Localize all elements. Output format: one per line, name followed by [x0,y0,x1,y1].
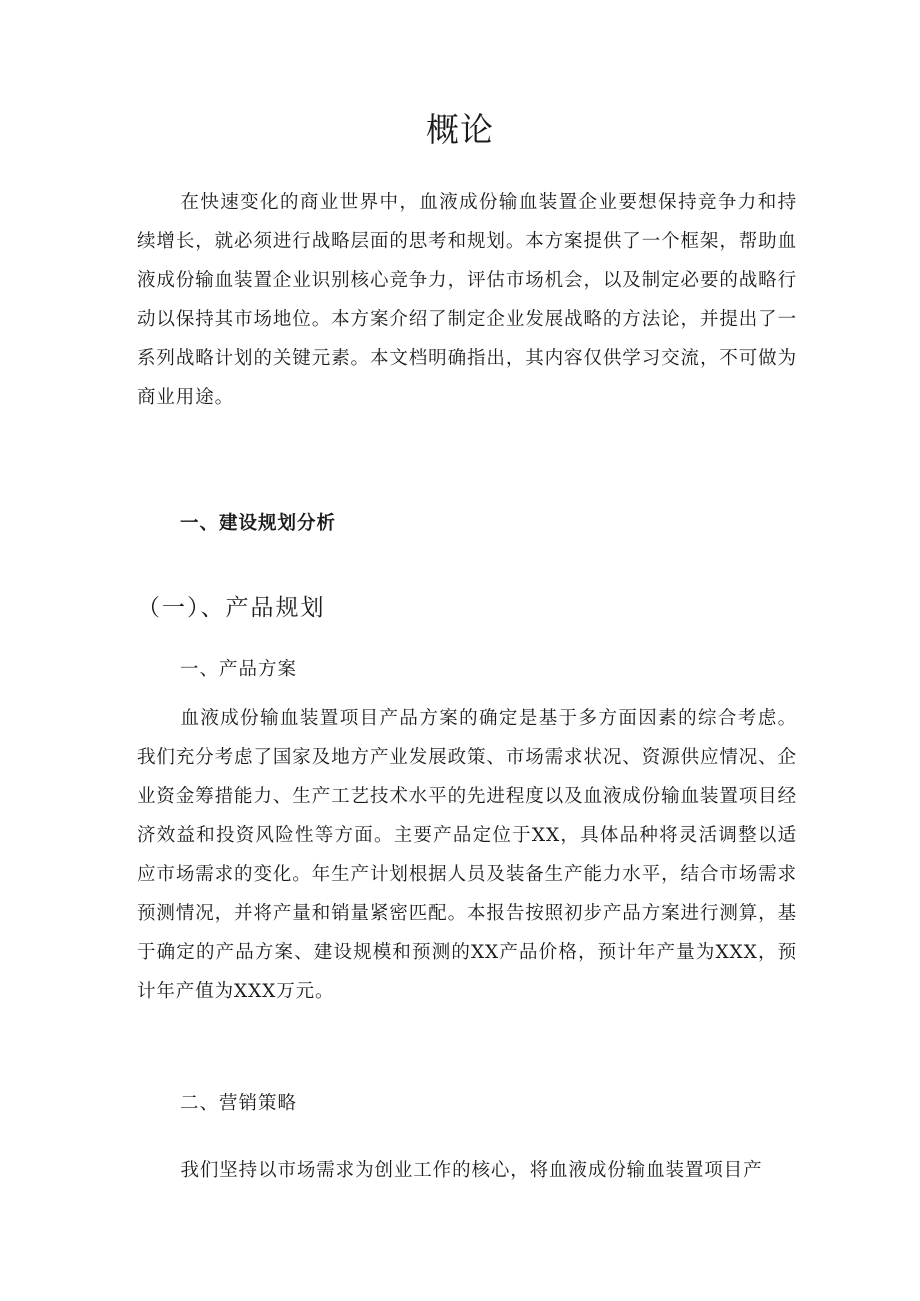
section-heading: 一、建设规划分析 [180,513,337,534]
page-title: 概论 [426,110,494,149]
intro-paragraph: 在快速变化的商业世界中，血液成份输血装置企业要想保持竞争力和持续增长，就必须进行战略层面的思考和规划。本方案提供了一个框架，帮助血液成份输血装置企业识别核心竞争力，评估市场机会，以及制定必要的战略行动以保持其市场地位。本方案介绍了制定企业发展战略的方法论，并提出了一系列战略计划的关键元素。本文档明确指出，其内容仅供学习交流，不可做为商业用途。 [137,192,797,408]
product-plan-heading: 一、产品方案 [180,659,298,680]
product-plan-paragraph: 血液成份输血装置项目产品方案的确定是基于多方面因素的综合考虑。我们充分考虑了国家及地方产业发展政策、市场需求状况、资源供应情况、企业资金筹措能力、生产工艺技术水平的先进程度以及血液成份输血装置项目经济效益和投资风险性等方面。主要产品定位于XX，具体品种将灵活调整以适应市场需求的变化。年生产计划根据人员及装备生产能力水平，结合市场需求预测情况，并将产量和销量紧密匹配。本报告按照初步产品方案进行测算，基于确定的产品方案、建设规模和预测的XX产品价格，预计年产量为XXX，预计年产值为XXX万元。 [137,708,797,1002]
marketing-strategy-heading: 二、营销策略 [180,1093,298,1114]
subsection-heading: （一）、产品规划 [137,595,326,621]
marketing-strategy-paragraph: 我们坚持以市场需求为创业工作的核心，将血液成份输血装置项目产 [180,1160,763,1181]
